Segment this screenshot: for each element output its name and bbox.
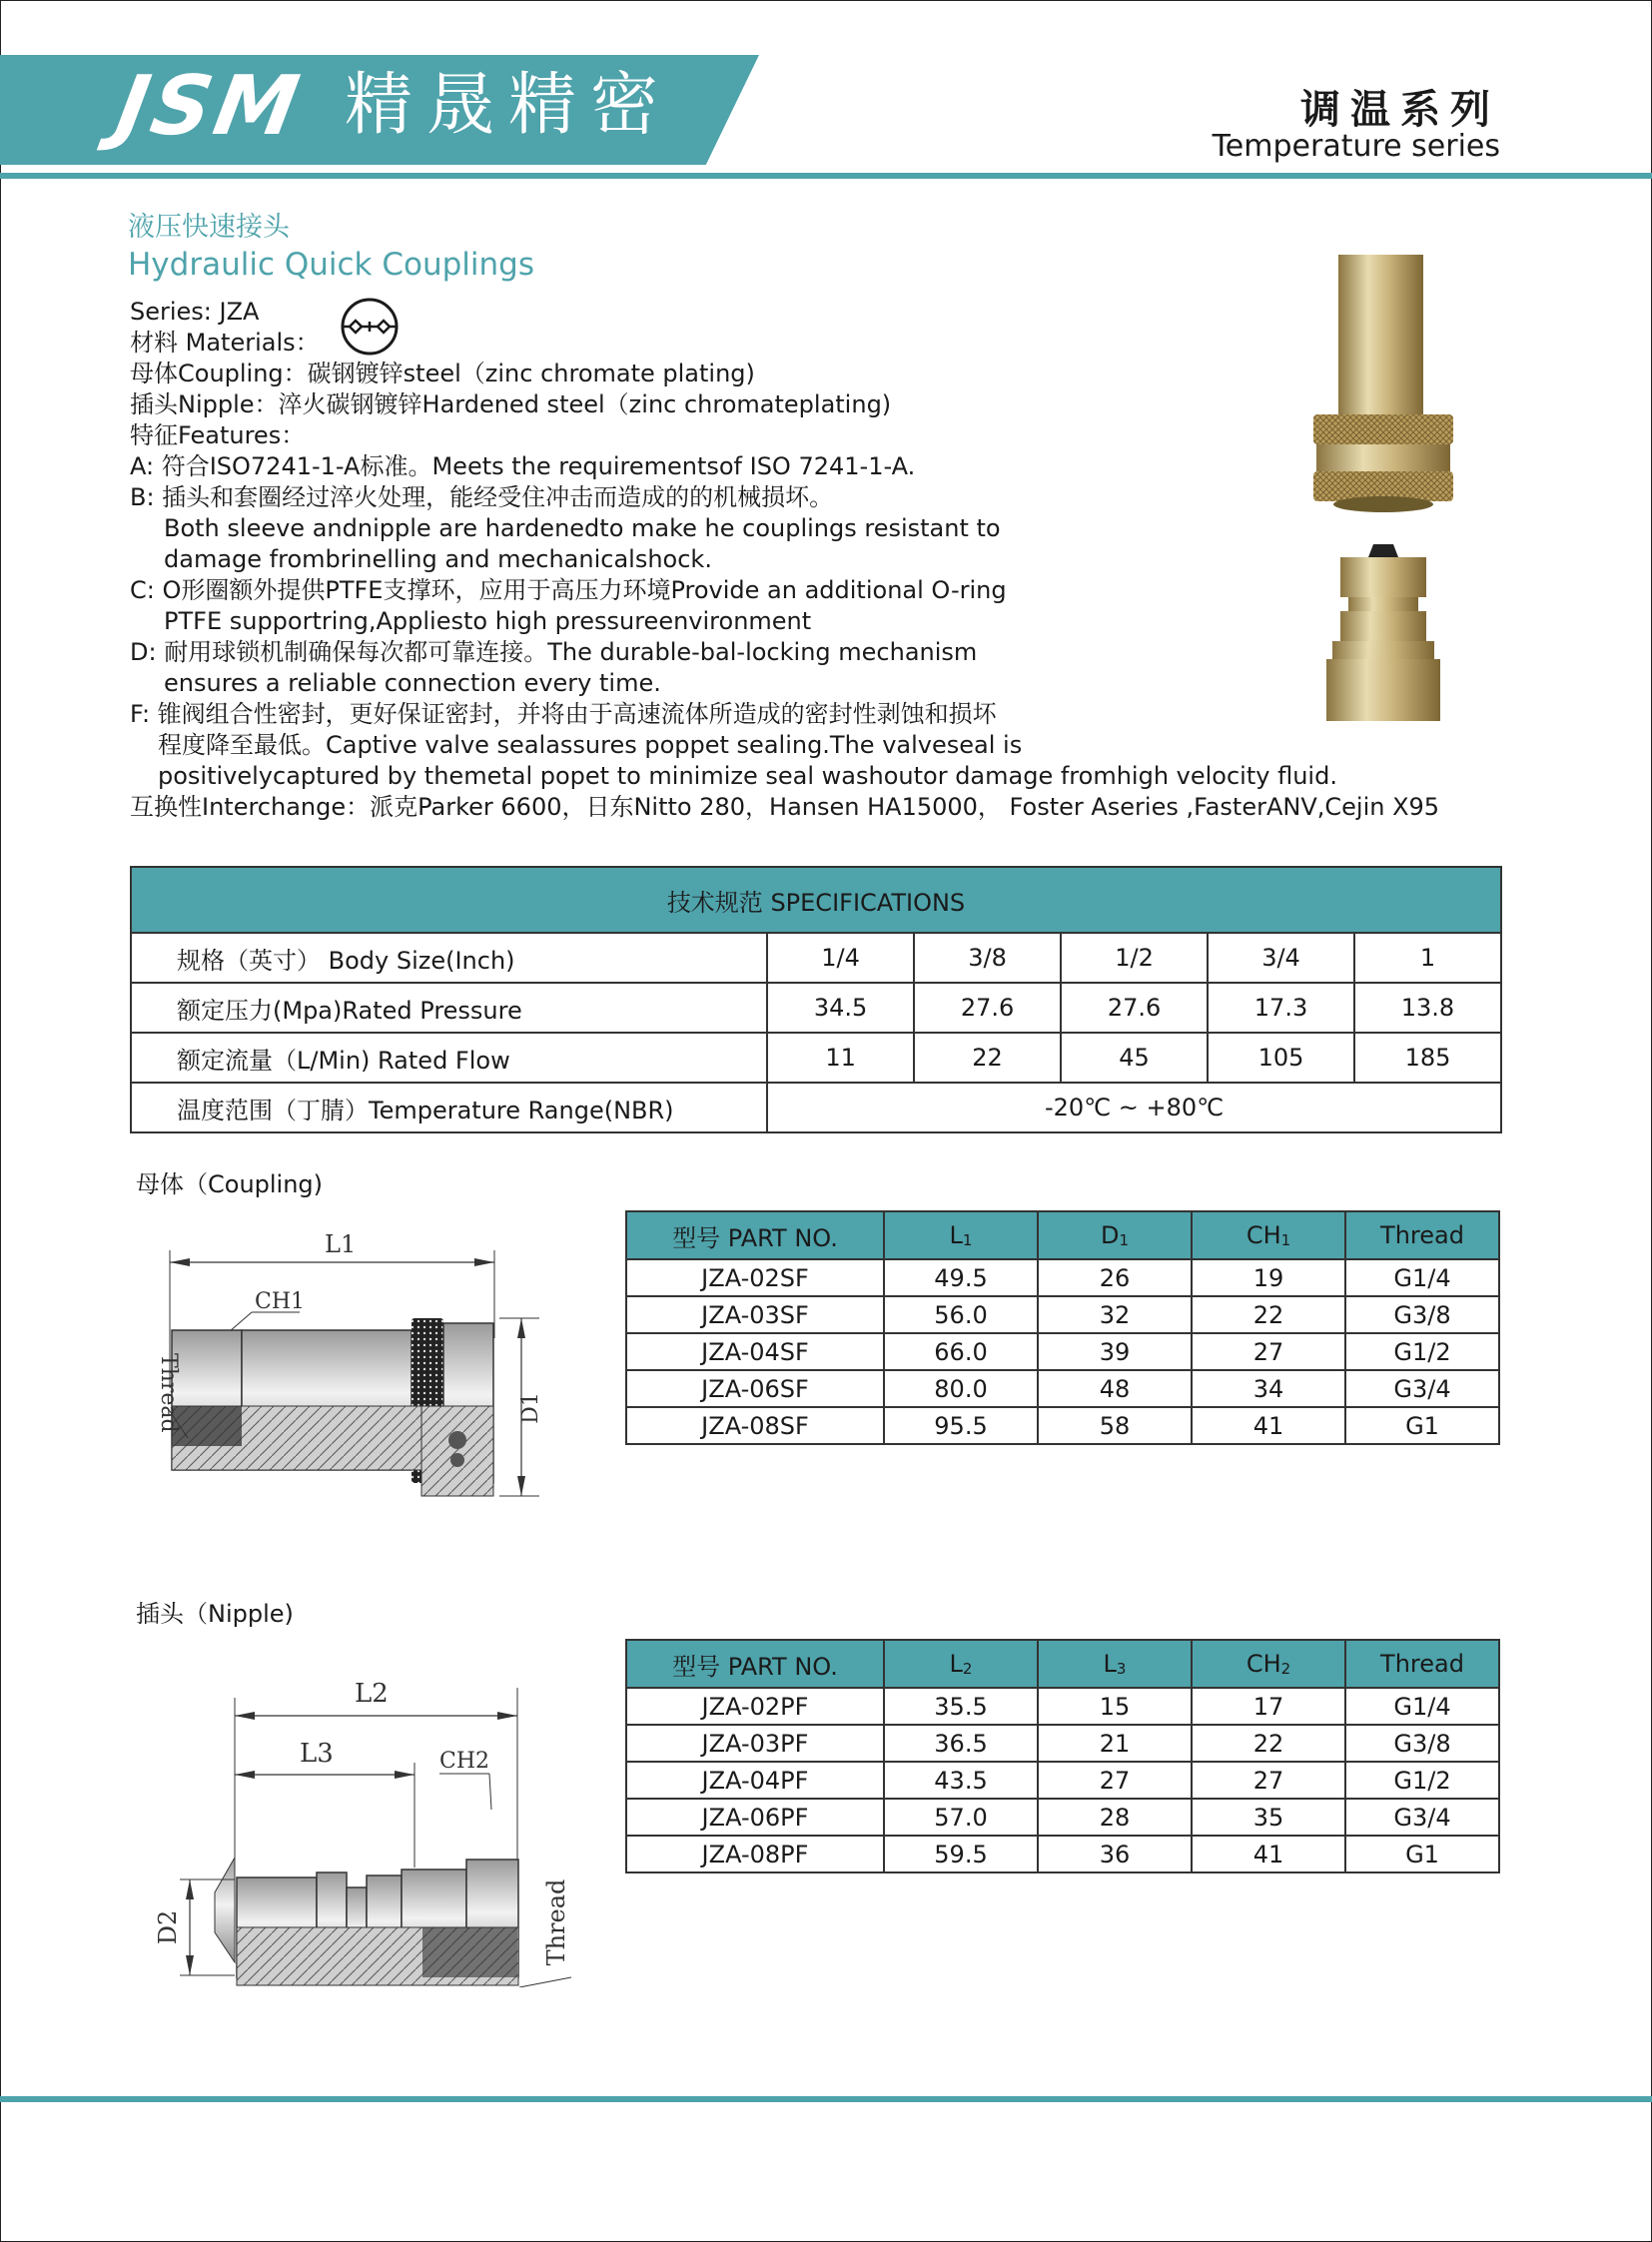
cell-l2: 36.5 (884, 1725, 1038, 1762)
spec-value: 22 (914, 1033, 1061, 1083)
coupling-drawing (140, 1228, 599, 1498)
feature-d-line2: ensures a reliable connection every time. (164, 669, 661, 697)
cell-d1: 32 (1038, 1296, 1192, 1333)
feature-f-line3: positivelycaptured by themetal popet to minimize seal washoutor damage fromhigh velocity fluid. (158, 762, 1337, 790)
cell-l3: 15 (1038, 1688, 1192, 1725)
cell-l3: 36 (1038, 1836, 1192, 1872)
spec-row-rated-flow (131, 1033, 1501, 1083)
feature-a: A: 符合ISO7241-1-A标准。Meets the requirementsof ISO 7241-1-A. (130, 452, 916, 480)
cell-d1: 26 (1038, 1259, 1192, 1296)
part-number: JZA-03SF (626, 1296, 884, 1333)
part-number: JZA-06SF (626, 1370, 884, 1407)
cell-thread: G3/8 (1345, 1296, 1499, 1333)
cell-l1: 95.5 (884, 1407, 1038, 1444)
column-header-l2: $L_2$ (884, 1640, 1038, 1688)
specifications-table (130, 866, 1502, 1133)
materials-label: 材料 Materials： (130, 329, 320, 357)
cell-l1: 56.0 (884, 1296, 1038, 1333)
cell-thread: G1/4 (1345, 1259, 1499, 1296)
column-header-ch1: $CH_1$ (1192, 1211, 1345, 1259)
nipple-parts-table (625, 1639, 1500, 1873)
table-row (626, 1688, 1499, 1725)
cell-ch2: 35 (1192, 1799, 1345, 1836)
column-header-d1: $D_1$ (1038, 1211, 1192, 1259)
coupling-parts-table (625, 1210, 1500, 1445)
dim-label-l3: L3 (300, 1739, 334, 1769)
nipple-photo (1318, 539, 1448, 729)
dim-label-d1: D1 (518, 1392, 543, 1424)
cell-thread: G1 (1345, 1836, 1499, 1872)
part-number: JZA-02SF (626, 1259, 884, 1296)
spec-row-rated-pressure (131, 983, 1501, 1033)
column-header-thread: Thread (1345, 1640, 1499, 1688)
dim-label-thread: Thread (542, 1878, 570, 1966)
dim-label-ch1: CH1 (255, 1289, 306, 1314)
cell-l2: 59.5 (884, 1836, 1038, 1872)
spec-value: 13.8 (1354, 983, 1501, 1033)
cell-l2: 57.0 (884, 1799, 1038, 1836)
table-row (626, 1799, 1499, 1836)
feature-f-line2: 程度降至最低。Captive valve sealassures poppet sealing.The valveseal is (158, 731, 1023, 759)
spec-value: 27.6 (1061, 983, 1208, 1033)
features-label: 特征Features： (130, 421, 306, 449)
spec-row-body-size (131, 933, 1501, 983)
cell-d1: 58 (1038, 1407, 1192, 1444)
part-number: JZA-08SF (626, 1407, 884, 1444)
spec-value: 1/2 (1061, 933, 1208, 983)
spec-value: 1 (1354, 933, 1501, 983)
table-row (626, 1296, 1499, 1333)
cell-thread: G3/8 (1345, 1725, 1499, 1762)
cell-d1: 48 (1038, 1370, 1192, 1407)
spec-value: 1/4 (767, 933, 914, 983)
cell-thread: G1 (1345, 1407, 1499, 1444)
specifications-title: 技术规范 SPECIFICATIONS (131, 867, 1501, 933)
spec-label: 温度范围（丁腈）Temperature Range(NBR) (131, 1083, 767, 1132)
table-header-row (626, 1211, 1499, 1259)
dim-label-ch2: CH2 (439, 1749, 490, 1774)
cell-thread: G1/4 (1345, 1688, 1499, 1725)
nipple-material: 插头Nipple：淬火碳钢镀锌Hardened steel（zinc chromateplating) (130, 390, 892, 418)
cell-l2: 43.5 (884, 1762, 1038, 1799)
cell-thread: G3/4 (1345, 1370, 1499, 1407)
dim-label-l2: L2 (355, 1679, 389, 1709)
table-row (626, 1836, 1499, 1872)
nipple-drawing (140, 1658, 599, 1987)
cell-ch2: 41 (1192, 1836, 1345, 1872)
feature-d: D: 耐用球锁机制确保每次都可靠连接。The durable-bal-locking mechanism (130, 638, 978, 666)
cell-ch1: 22 (1192, 1296, 1345, 1333)
part-number: JZA-08PF (626, 1836, 884, 1872)
table-row (626, 1725, 1499, 1762)
column-header-l3: $L_3$ (1038, 1640, 1192, 1688)
coupling-photo (1308, 250, 1458, 514)
spec-row-temperature-range (131, 1083, 1501, 1132)
cell-l1: 80.0 (884, 1370, 1038, 1407)
cell-ch2: 27 (1192, 1762, 1345, 1799)
feature-b-line2: Both sleeve andnipple are hardenedto make he couplings resistant to (164, 514, 1001, 542)
cell-l1: 49.5 (884, 1259, 1038, 1296)
cell-thread: G1/2 (1345, 1333, 1499, 1370)
cell-l3: 27 (1038, 1762, 1192, 1799)
feature-c-line2: PTFE supportring,Appliesto high pressureenvironment (164, 607, 812, 635)
column-header-thread: Thread (1345, 1211, 1499, 1259)
spec-value: 105 (1208, 1033, 1354, 1083)
cell-l2: 35.5 (884, 1688, 1038, 1725)
cell-ch2: 17 (1192, 1688, 1345, 1725)
spec-label: 规格（英寸） Body Size(Inch) (131, 933, 767, 983)
part-number: JZA-06PF (626, 1799, 884, 1836)
cell-thread: G1/2 (1345, 1762, 1499, 1799)
series-title-cn: 调温系列 (1300, 87, 1500, 133)
table-row (626, 1762, 1499, 1799)
cell-ch1: 27 (1192, 1333, 1345, 1370)
spec-value: 3/4 (1208, 933, 1354, 983)
spec-value: 11 (767, 1033, 914, 1083)
part-number: JZA-02PF (626, 1688, 884, 1725)
series-label: Series: JZA (130, 298, 260, 326)
cell-ch1: 41 (1192, 1407, 1345, 1444)
column-header-l1: $L_1$ (884, 1211, 1038, 1259)
feature-f: F: 锥阀组合性密封，更好保证密封，并将由于高速流体所造成的密封性剥蚀和损坏 (130, 700, 997, 728)
part-number: JZA-03PF (626, 1725, 884, 1762)
coupling-section-label: 母体（Coupling) (136, 1170, 324, 1198)
nipple-section-label: 插头（Nipple) (136, 1600, 294, 1628)
spec-value: 185 (1354, 1033, 1501, 1083)
column-header-part-no: 型号 PART NO. (626, 1640, 884, 1688)
cell-ch1: 19 (1192, 1259, 1345, 1296)
spec-value: 45 (1061, 1033, 1208, 1083)
feature-b: B: 插头和套圈经过淬火处理，能经受住冲击而造成的的机械损坏。 (130, 483, 834, 511)
part-number: JZA-04PF (626, 1762, 884, 1799)
brand-name: 精晟精密 (345, 66, 673, 145)
interchange: 互换性Interchange：派克Parker 6600，日东Nitto 280，Hansen HA15000， Foster Aseries ,FasterANV,Cejin X95 (130, 793, 1440, 821)
coupling-material: 母体Coupling：碳钢镀锌steel（zinc chromate plating) (130, 360, 755, 387)
table-row (626, 1259, 1499, 1296)
part-number: JZA-04SF (626, 1333, 884, 1370)
cell-thread: G3/4 (1345, 1799, 1499, 1836)
product-title-cn: 液压快速接头 (128, 212, 290, 243)
spec-value: 17.3 (1208, 983, 1354, 1033)
brand-logo: JSM (109, 59, 310, 154)
footer-divider (0, 2096, 1652, 2102)
cell-l3: 28 (1038, 1799, 1192, 1836)
spec-label: 额定压力(Mpa)Rated Pressure (131, 983, 767, 1033)
column-header-part-no: 型号 PART NO. (626, 1211, 884, 1259)
table-header-row (626, 1640, 1499, 1688)
dim-label-l1: L1 (325, 1230, 357, 1258)
product-title-en: Hydraulic Quick Couplings (128, 247, 534, 283)
cell-l1: 66.0 (884, 1333, 1038, 1370)
series-title-en: Temperature series (1212, 129, 1500, 164)
cell-l3: 21 (1038, 1725, 1192, 1762)
spec-value: 27.6 (914, 983, 1061, 1033)
table-row (626, 1370, 1499, 1407)
dim-label-thread: Thread (156, 1353, 181, 1433)
spec-value: 3/8 (914, 933, 1061, 983)
cell-d1: 39 (1038, 1333, 1192, 1370)
table-row (626, 1407, 1499, 1444)
table-row (626, 1333, 1499, 1370)
feature-b-line3: damage frombrinelling and mechanicalshock. (164, 545, 712, 573)
feature-c: C: O形圈额外提供PTFE支撑环，应用于高压力环境Provide an additional O-ring (130, 576, 1007, 604)
dim-label-d2: D2 (154, 1909, 182, 1945)
header-divider (0, 173, 1652, 179)
spec-value: -20℃ ~ +80℃ (767, 1083, 1501, 1132)
spec-label: 额定流量（L/Min) Rated Flow (131, 1033, 767, 1083)
column-header-ch2: $CH_2$ (1192, 1640, 1345, 1688)
cell-ch1: 34 (1192, 1370, 1345, 1407)
spec-value: 34.5 (767, 983, 914, 1033)
cell-ch2: 22 (1192, 1725, 1345, 1762)
